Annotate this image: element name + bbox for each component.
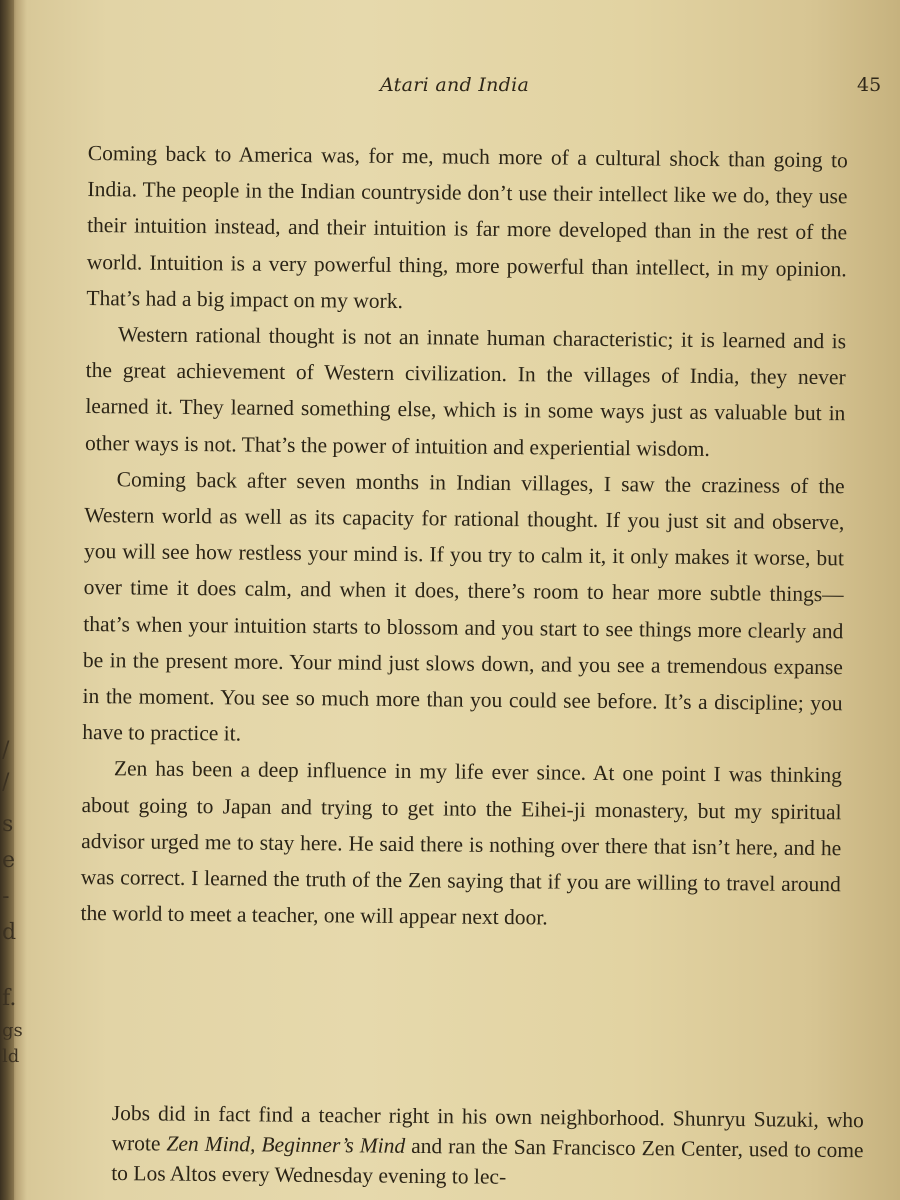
- running-head: Atari and India: [380, 74, 530, 96]
- narrative-paragraph: [111, 1098, 864, 1195]
- left-page-fragment: d: [2, 920, 17, 945]
- left-page-fragment: /: [2, 770, 10, 795]
- quote-paragraph: Coming back after seven months in Indian villages, I saw the craziness of the Western world as well as its capacity for rational thought. If you just sit and observe, you will see how restless your mind is. If you try to calm it, it only makes it worse, but over time it does calm, and when it does, there’s room to hear more subtle things—that’s when your intuition starts to blossom and you start to see things more clearly and be in the present more. Your mind just slows down, and you see a tremendous expanse in the moment. You see so much more than you could see before. It’s a discipline; you have to practice it.: [82, 467, 845, 746]
- left-page-fragment: ld: [2, 1046, 20, 1067]
- left-page-fragment: s: [2, 812, 14, 837]
- narrative-text: and ran the San Francisco Zen Center, used to come to Los Altos every Wednesday evening to lec-: [111, 1133, 864, 1189]
- left-page-fragment: /: [2, 738, 10, 763]
- left-page-fragment: -: [2, 884, 10, 909]
- book-title: Zen Mind, Beginner’s Mind: [166, 1131, 406, 1158]
- quote-block: [80, 135, 848, 939]
- narrative-text: Jobs did in fact find a teacher right in his own neighborhood. Shunryu Suzuki, who wrote: [111, 1100, 864, 1156]
- left-page-fragments: [0, 0, 23, 1200]
- quote-paragraph: Zen has been a deep influence in my life ever since. At one point I was thinking about going to Japan and trying to get into the Eihei-ji monastery, but my spiritual advisor urged me to stay here. He said there is nothing over there that isn’t here, and he was correct. I learned the truth of the Zen saying that if you are willing to travel around the world to meet a teacher, one will appear next door.: [80, 756, 842, 930]
- page-number: 45: [857, 74, 882, 96]
- left-page-fragment: f.: [2, 986, 17, 1011]
- left-page-fragment: e: [2, 848, 16, 873]
- quote-paragraph: Western rational thought is not an innate human characteristic; it is learned and is the great achievement of Western civilization. In the villages of India, they never learned it. They learned something else, which is in some ways just as valuable but in other ways is not. That’s the power of intuition and experiential wisdom.: [84, 322, 847, 461]
- left-page-fragment: gs: [2, 1020, 23, 1041]
- quote-paragraph: Coming back to America was, for me, much more of a cultural shock than going to India. The people in the Indian countryside don’t use their intellect like we do, they use their intuition instead, and their intuition is far more developed than in the rest of the world. Intuition is a very powerful thing, more powerful than intellect, in my opinion. That’s had a big impact on my work.: [86, 140, 848, 313]
